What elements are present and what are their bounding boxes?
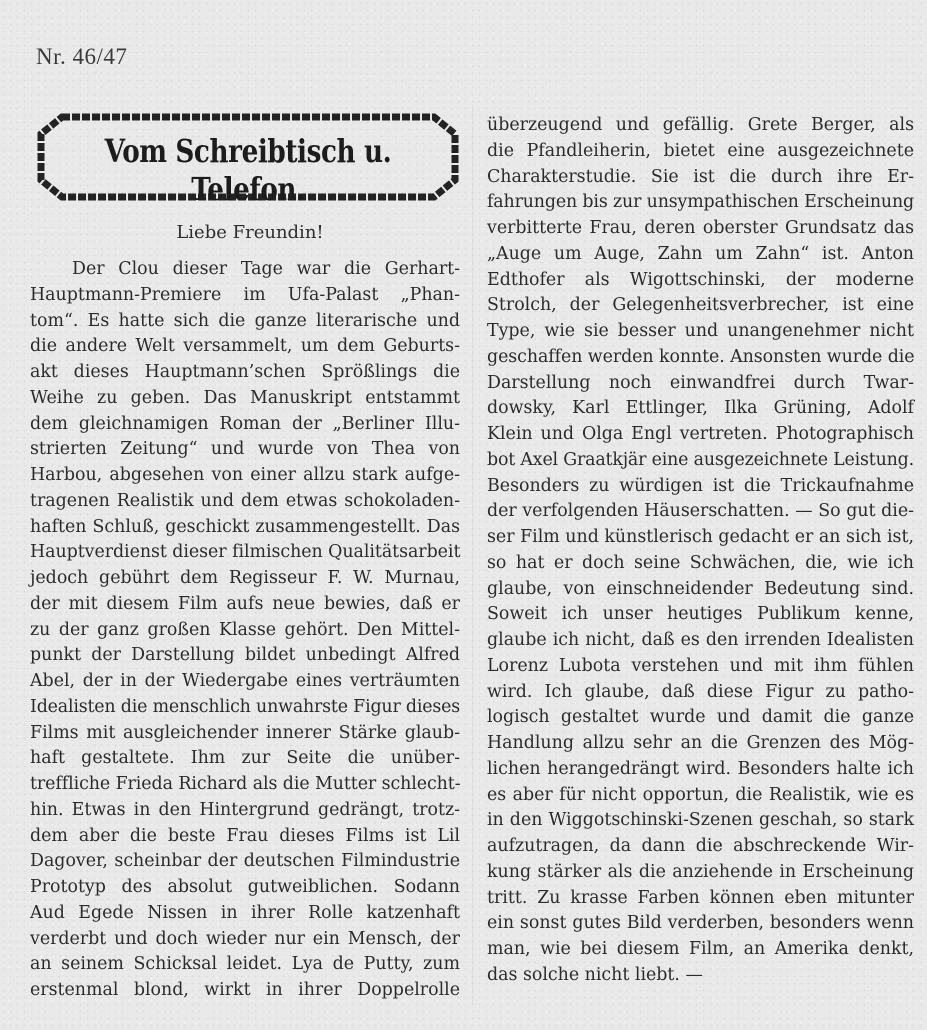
text-line: Klein und Olga Engl vertreten. Photographisch xyxy=(487,424,914,444)
text-line: ein sonst gutes Bild verderben, besonders wenn xyxy=(487,913,914,934)
text-line: in den Wiggotschinski-Szenen geschah, so stark xyxy=(487,810,914,831)
text-line: glaube, von einschneidender Bedeutung sind. xyxy=(487,578,914,599)
text-line: Aud Egede Nissen in ihrer Rolle katzenhaft xyxy=(30,902,460,923)
text-line: Films mit ausgleichender innerer Stärke glaub- xyxy=(30,722,460,743)
text-line: Edthofer als Wigottschinski, der moderne xyxy=(487,269,914,290)
text-line: erstenmal blond, wirkt in ihrer Doppelrolle xyxy=(30,980,460,1000)
text-line: verderbt und doch wieder nur ein Mensch, der xyxy=(30,928,460,949)
text-line: Soweit ich unser heutiges Publikum kenne, xyxy=(487,604,914,625)
text-line: der mit diesem Film aufs neue bewies, daß er xyxy=(30,593,460,614)
text-line: glaube ich nicht, daß es den irrenden Idealisten xyxy=(487,630,914,650)
text-line: Abel, der in der Wiedergabe eines verträumten xyxy=(30,671,460,691)
text-line: hin. Etwas in den Hintergrund gedrängt, trotz- xyxy=(30,799,460,820)
text-line: überzeugend und gefällig. Grete Berger, als xyxy=(487,115,914,135)
text-line: aufzutragen, da dann die abschreckende Wir- xyxy=(487,836,914,856)
text-line: haft gestaltete. Ihm zur Seite die unüber- xyxy=(30,748,460,769)
text-line: das solche nicht liebt. — xyxy=(487,964,703,985)
text-line: dem aber die beste Frau dieses Films ist Lil xyxy=(30,825,460,846)
text-line: Der Clou dieser Tage war die Gerhart- xyxy=(72,259,460,279)
text-line: fahrungen bis zur unsympathischen Erscheinung xyxy=(487,192,914,213)
text-line: verbitterte Frau, deren oberster Grundsatz das xyxy=(487,218,914,238)
text-line: Strolch, der Gelegenheitsverbrecher, ist eine xyxy=(487,295,914,316)
text-line: zu der ganz großen Klasse gehört. Den Mittel- xyxy=(30,619,460,640)
text-line: dem gleichnamigen Roman der „Berliner Illu- xyxy=(30,413,460,434)
text-line: Lorenz Lubota verstehen und mit ihm fühlen xyxy=(487,655,914,676)
text-line: lichen herangedrängt wird. Besonders halte ich xyxy=(487,758,914,779)
text-line: strierten Zeitung“ und wurde von Thea von xyxy=(30,439,460,460)
text-line: punkt der Darstellung bildet unbedingt Alfred xyxy=(30,645,460,666)
text-line: kung stärker als die anziehende in Erscheinung xyxy=(487,861,914,882)
text-line: Harbou, abgesehen von einer allzu stark aufge- xyxy=(30,465,460,485)
text-line: Type, wie sie besser und unangenehmer nicht xyxy=(487,321,914,341)
text-line: ser Film und künstlerisch gedacht er an sich ist, xyxy=(487,527,914,547)
salutation: Liebe Freundin! xyxy=(176,222,324,243)
text-line: „Auge um Auge, Zahn um Zahn“ ist. Anton xyxy=(487,243,914,264)
text-line: tragenen Realistik und dem etwas schokoladen- xyxy=(30,490,460,511)
text-line: Besonders zu würdigen ist die Trickaufnahme xyxy=(487,475,914,496)
text-line: Hauptverdienst dieser filmischen Qualitätsarbeit xyxy=(30,542,461,563)
text-line: die Pfandleiherin, bietet eine ausgezeichnete xyxy=(487,140,914,161)
text-line: Handlung allzu sehr an die Grenzen des Mög- xyxy=(487,733,914,753)
column-divider xyxy=(472,105,473,1005)
text-line: die andere Welt versammelt, um dem Geburts- xyxy=(30,336,460,357)
text-line: bot Axel Graatkjär eine ausgezeichnete Leistung. xyxy=(487,449,914,470)
issue-number: Nr. 46/47 xyxy=(36,44,128,69)
text-line: Dagover, scheinbar der deutschen Filmindustrie xyxy=(30,851,460,872)
text-line: Prototyp des absolut gutweiblichen. Sodann xyxy=(30,877,460,897)
text-line: Hauptmann-Premiere im Ufa-Palast „Phan- xyxy=(30,284,460,305)
text-line: Charakterstudie. Sie ist die durch ihre Er- xyxy=(487,166,914,187)
left-column xyxy=(30,257,460,1004)
text-line: der verfolgenden Häuserschatten. — So gut die- xyxy=(487,501,914,522)
text-line: man, wie bei diesem Film, an Amerika denkt, xyxy=(487,939,914,959)
text-line: wird. Ich glaube, daß diese Figur zu patho- xyxy=(487,681,914,702)
text-line: Weihe zu geben. Das Manuskript entstammt xyxy=(30,387,460,408)
text-line: so hat er doch seine Schwächen, die, wie ich xyxy=(487,552,914,573)
text-line: geschaffen werden konnte. Ansonsten wurde die xyxy=(487,346,915,367)
text-line: tritt. Zu krasse Farben können eben mitunter xyxy=(487,887,914,908)
text-line: es aber für nicht opportun, die Realistik, wie es xyxy=(487,784,914,805)
column-title: Vom Schreibtisch u. Telefon. xyxy=(104,132,392,208)
column-header-frame xyxy=(36,112,460,208)
text-line: haften Schluß, geschickt zusammengestellt. Das xyxy=(30,516,460,537)
text-line: Idealisten die menschlich unwahrste Figur dieses xyxy=(30,696,460,717)
text-line: tom“. Es hatte sich die ganze literarische und xyxy=(30,310,460,331)
right-column xyxy=(487,113,914,989)
text-line: Darstellung noch einwandfrei durch Twar- xyxy=(487,372,914,393)
text-line: treffliche Frieda Richard als die Mutter schlecht- xyxy=(30,774,461,794)
text-line: an seinem Schicksal leidet. Lya de Putty, zum xyxy=(30,954,460,975)
text-line: akt dieses Hauptmann’schen Sprößlings die xyxy=(30,362,460,382)
text-line: jedoch gebührt dem Regisseur F. W. Murnau, xyxy=(30,568,460,588)
text-line: logisch gestaltet wurde und damit die ganze xyxy=(487,707,914,728)
text-line: dowsky, Karl Ettlinger, Ilka Grüning, Adolf xyxy=(487,398,914,419)
